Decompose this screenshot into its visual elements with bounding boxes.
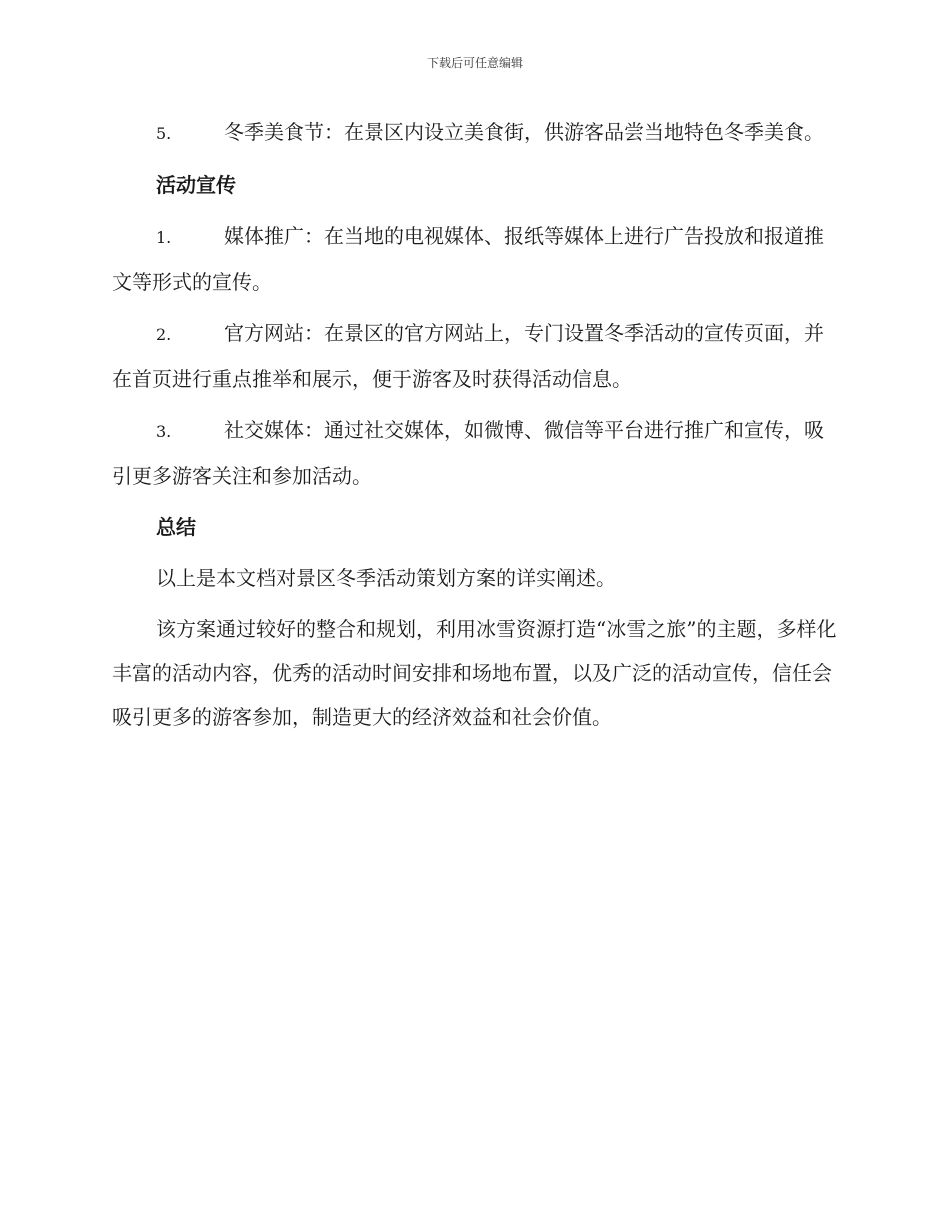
- paragraph: 以上是本文档对景区冬季活动策划方案的详实阐述。: [156, 566, 616, 590]
- list-number: 1.: [156, 228, 172, 247]
- document-body: [112, 110, 838, 746]
- list-item-text: 媒体推广：在当地的电视媒体、报纸等媒体上进行广告投放和报道推文等形式的宣传。: [112, 224, 824, 294]
- list-item: [112, 110, 838, 156]
- list-number: 5.: [156, 124, 172, 143]
- list-item: [112, 408, 838, 498]
- paragraph: 该方案通过较好的整合和规划，利用冰雪资源打造“冰雪之旅”的主题，多样化丰富的活动内容，优秀的活动时间安排和场地布置，以及广泛的活动宣传，信任会吸引更多的游客参加，制造更大的经济效益和社会价值。: [112, 617, 837, 729]
- list-number: 2.: [156, 325, 172, 344]
- section-heading-summary: 总结: [156, 515, 196, 539]
- list-item-text: 冬季美食节：在景区内设立美食街，供游客品尝当地特色冬季美食。: [224, 120, 824, 144]
- list-item-text: 社交媒体：通过社交媒体，如微博、微信等平台进行推广和宣传，吸引更多游客关注和参加活动。: [112, 418, 824, 488]
- section-heading-promotion: 活动宣传: [156, 173, 236, 197]
- list-item: [112, 214, 838, 304]
- list-item: [112, 311, 838, 401]
- list-item-text: 官方网站：在景区的官方网站上，专门设置冬季活动的宣传页面，并在首页进行重点推举和展示，便于游客及时获得活动信息。: [112, 321, 824, 391]
- list-number: 3.: [156, 422, 172, 441]
- page-header: 下载后可任意编辑: [426, 56, 523, 70]
